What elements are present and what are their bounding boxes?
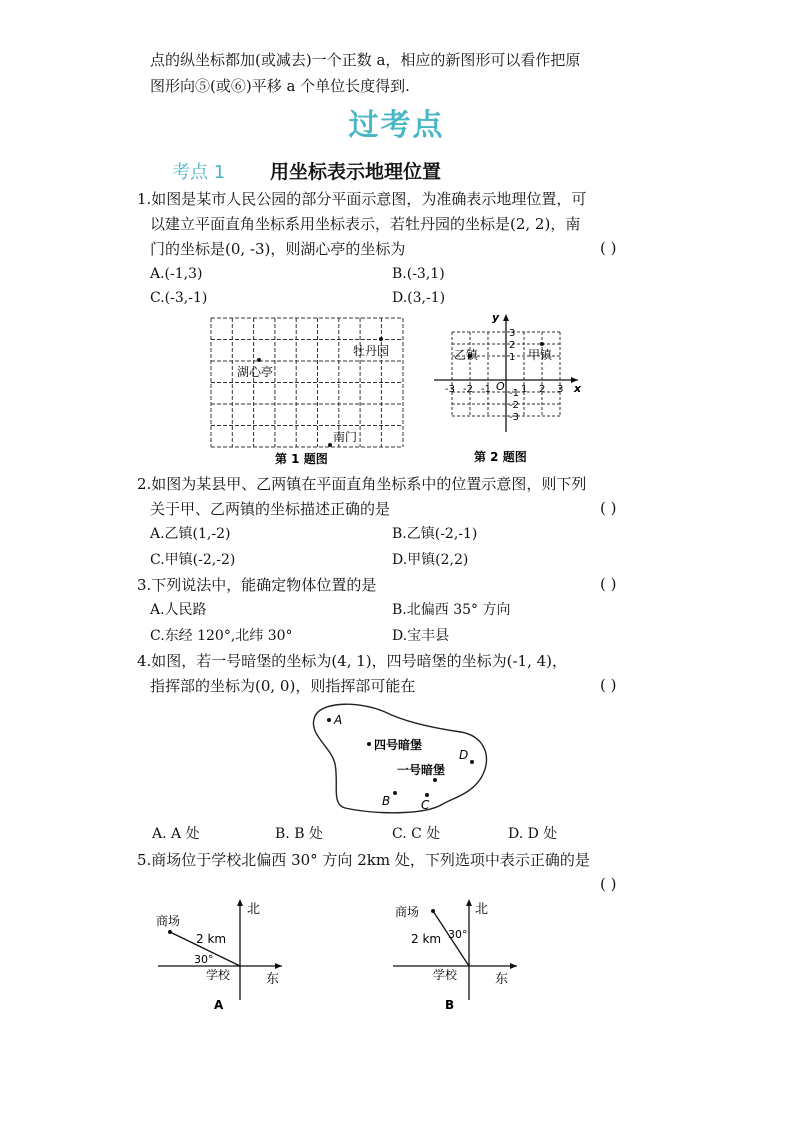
x-axis-label: x [574, 382, 582, 395]
q3-line-1: 3.下列说法中，能确定物体位置的是 [137, 576, 377, 594]
figure-2-caption: 第 2 题图 [474, 450, 527, 464]
north-label: 北 [247, 902, 261, 917]
q4-line-2: 指挥部的坐标为(0, 0)，则指挥部可能在 [150, 677, 416, 695]
distance-label: 2 km [411, 932, 442, 946]
point-b [393, 791, 397, 795]
nanmen-point [328, 443, 332, 447]
mall-point [431, 909, 435, 913]
q2-option-c: C.甲镇(-2,-2) [150, 552, 236, 568]
fort-4-point [367, 742, 371, 746]
jia-town-label: 甲镇 [528, 348, 553, 362]
q1-option-a: A.(-1,3) [150, 266, 203, 282]
y-tick: -3 [509, 412, 519, 423]
q1-option-c: C.(-3,-1) [150, 290, 208, 306]
mudan-label: 牡丹园 [353, 344, 390, 358]
fort-1-point [433, 778, 437, 782]
y-arrow-icon [503, 314, 509, 321]
point-a-label: A [334, 713, 343, 727]
east-arrow-icon [510, 963, 517, 969]
x-tick: 2 [539, 384, 546, 395]
q3-answer-paren: ( ) [600, 575, 617, 593]
q3-option-c: C.东经 120°,北纬 30° [150, 628, 293, 644]
figure-2-coordinate-plane [428, 310, 588, 467]
x-tick: 3 [557, 384, 564, 395]
east-label: 东 [266, 972, 280, 987]
mall-point [168, 930, 172, 934]
origin-label: O [496, 380, 505, 393]
q3-option-a: A.人民路 [150, 602, 207, 618]
q3-option-d: D.宝丰县 [392, 628, 450, 644]
figure-1-park-map [205, 312, 410, 467]
q4-answer-paren: ( ) [600, 676, 617, 694]
x-tick: -3 [445, 384, 455, 395]
q2-line-1: 2.如图为某县甲、乙两镇在平面直角坐标系中的位置示意图，则下列 [137, 475, 587, 493]
intro-line-1: 点的纵坐标都加(或减去)一个正数 a，相应的新图形可以看作把原 [150, 51, 581, 69]
fort-1-label: 一号暗堡 [397, 763, 446, 777]
angle-label: 30° [194, 953, 214, 966]
figure-1-caption: 第 1 题图 [275, 452, 328, 466]
y-tick: -2 [509, 400, 519, 411]
q2-option-a: A.乙镇(1,-2) [150, 526, 231, 542]
q3-option-b: B.北偏西 35° 方向 [392, 602, 511, 618]
huxin-label: 湖心亭 [237, 365, 274, 379]
q1-line-3: 门的坐标是(0, -3)，则湖心亭的坐标为 [150, 240, 406, 258]
huxin-point [257, 358, 261, 362]
north-arrow-icon [237, 899, 243, 906]
figure-5a-diagram [150, 895, 290, 1015]
q5-answer-paren: ( ) [600, 875, 617, 893]
q1-line-2: 以建立平面直角坐标系用坐标表示，若牡丹园的坐标是(2, 2)，南 [150, 215, 581, 233]
jia-town-point [540, 342, 544, 346]
section-title: 过考点 [348, 108, 445, 143]
y-tick: 3 [509, 328, 516, 339]
x-tick: -1 [481, 384, 491, 395]
north-label: 北 [475, 902, 489, 917]
figure-4-fort-map [303, 698, 498, 818]
q4-option-b: B. B 处 [275, 826, 323, 842]
option-b-label: B [445, 998, 455, 1012]
nanmen-label: 南门 [333, 430, 358, 444]
q1-option-d: D.(3,-1) [392, 290, 446, 306]
q1-option-b: B.(-3,1) [392, 266, 445, 282]
east-label: 东 [495, 972, 509, 987]
kaodian-title: 用坐标表示地理位置 [270, 161, 442, 183]
y-tick: -1 [509, 388, 519, 399]
mall-label: 商场 [156, 914, 181, 928]
school-label: 学校 [206, 968, 231, 982]
east-arrow-icon [275, 963, 282, 969]
q1-answer-paren: ( ) [600, 239, 617, 257]
distance-label: 2 km [196, 932, 227, 946]
x-tick: 1 [521, 384, 528, 395]
q4-line-1: 4.如图，若一号暗堡的坐标为(4, 1)，四号暗堡的坐标为(-1, 4)， [137, 652, 568, 670]
q2-answer-paren: ( ) [600, 499, 617, 517]
q2-line-2: 关于甲、乙两镇的坐标描述正确的是 [150, 500, 391, 518]
point-b-label: B [382, 794, 391, 808]
q4-option-a: A. A 处 [152, 826, 200, 842]
option-a-label: A [214, 998, 224, 1012]
angle-label: 30° [448, 928, 468, 941]
mudan-point [379, 337, 383, 341]
point-d [470, 760, 474, 764]
north-arrow-icon [466, 899, 472, 906]
point-d-label: D [459, 748, 469, 762]
y-tick: 1 [509, 352, 516, 363]
yi-town-label: 乙镇 [454, 348, 479, 362]
fort-4-label: 四号暗堡 [374, 738, 423, 752]
q2-option-d: D.甲镇(2,2) [392, 552, 469, 568]
q4-option-c: C. C 处 [392, 826, 441, 842]
y-tick: 2 [509, 340, 516, 351]
figure-5b-diagram [385, 895, 525, 1015]
q2-option-b: B.乙镇(-2,-1) [392, 526, 478, 542]
y-axis-label: y [492, 311, 500, 324]
mall-label: 商场 [395, 905, 420, 919]
point-a [327, 718, 331, 722]
point-c [425, 793, 429, 797]
point-c-label: C [421, 798, 430, 812]
intro-line-2: 图形向⑤(或⑥)平移 a 个单位长度得到. [150, 77, 410, 95]
school-label: 学校 [433, 968, 458, 982]
q1-line-1: 1.如图是某市人民公园的部分平面示意图，为准确表示地理位置，可 [137, 190, 587, 208]
x-tick: -2 [463, 384, 473, 395]
kaodian-label: 考点 1 [172, 162, 226, 183]
q5-line-1: 5.商场位于学校北偏西 30° 方向 2km 处，下列选项中表示正确的是 [137, 851, 590, 869]
q4-option-d: D. D 处 [508, 826, 558, 842]
